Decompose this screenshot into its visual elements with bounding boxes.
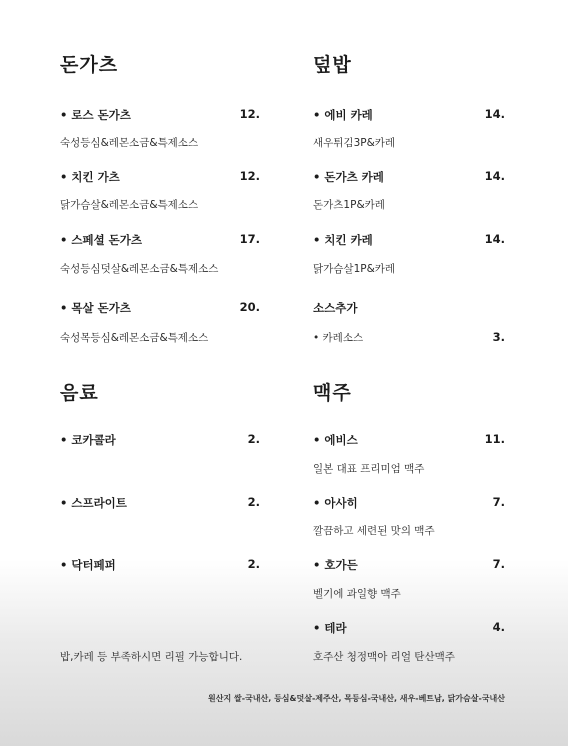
menu-item-price: 17. bbox=[239, 232, 260, 246]
menu-item-desc: 닭가슴살1P&카레 bbox=[313, 263, 396, 275]
menu-item-name: • 로스 돈가츠 bbox=[60, 108, 131, 122]
menu-item-price: 7. bbox=[492, 557, 505, 571]
refill-note: 밥,카레 등 부족하시면 리필 가능합니다. bbox=[60, 651, 243, 663]
section-title-beer: 맥주 bbox=[313, 382, 352, 404]
menu-item-desc: 숙성등심덧살&레몬소금&특제소스 bbox=[60, 263, 219, 275]
menu-item-desc: 숙성등심&레몬소금&특제소스 bbox=[60, 137, 199, 149]
menu-item-desc: 숙성목등심&레몬소금&특제소스 bbox=[60, 332, 209, 344]
menu-item-name: • 돈가츠 카레 bbox=[313, 170, 384, 184]
menu-item-name: • 호가든 bbox=[313, 558, 358, 572]
menu-item-price: 12. bbox=[239, 169, 260, 183]
menu-item-desc: 새우튀김3P&카레 bbox=[313, 137, 396, 149]
menu-item-price: 3. bbox=[492, 330, 505, 344]
menu-item-desc: 호주산 청정맥아 리얼 탄산맥주 bbox=[313, 651, 455, 663]
menu-item-name: • 치킨 가츠 bbox=[60, 170, 120, 184]
menu-item-name: • 테라 bbox=[313, 621, 347, 635]
section-title-sauce: 소스추가 bbox=[313, 301, 358, 315]
menu-item-price: 14. bbox=[484, 107, 505, 121]
menu-item-name: • 닥터페퍼 bbox=[60, 558, 116, 572]
menu-item-price: 2. bbox=[247, 432, 260, 446]
menu-item-name: • 에비스 bbox=[313, 433, 358, 447]
menu-item-desc: 돈가츠1P&카레 bbox=[313, 199, 385, 211]
menu-item-name: • 에비 카레 bbox=[313, 108, 373, 122]
menu-item-name: • 아사히 bbox=[313, 496, 358, 510]
menu-item-price: 2. bbox=[247, 495, 260, 509]
menu-item-price: 2. bbox=[247, 557, 260, 571]
menu-item-desc: 벨기에 과일향 맥주 bbox=[313, 588, 401, 600]
menu-item-desc: 닭가슴살&레몬소금&특제소스 bbox=[60, 199, 199, 211]
menu-item-desc: 깔끔하고 세련된 맛의 맥주 bbox=[313, 525, 435, 537]
menu-item-name: • 스페셜 돈가츠 bbox=[60, 233, 143, 247]
menu-item-name: • 목살 돈가츠 bbox=[60, 301, 131, 315]
section-title-tonkatsu: 돈가츠 bbox=[60, 54, 119, 76]
section-title-donburi: 덮밥 bbox=[313, 54, 352, 76]
menu-item-name: • 카레소스 bbox=[313, 332, 364, 344]
menu-item-price: 7. bbox=[492, 495, 505, 509]
menu-item-name: • 스프라이트 bbox=[60, 496, 127, 510]
menu-item-name: • 코카콜라 bbox=[60, 433, 116, 447]
menu-item-desc: 일본 대표 프리미엄 맥주 bbox=[313, 463, 425, 475]
origin-note: 원산지 쌀-국내산, 등심&덧살-제주산, 목등심-국내산, 새우-베트남, 닭가슴살-국내산 bbox=[208, 694, 505, 703]
menu-item-price: 14. bbox=[484, 169, 505, 183]
menu-item-name: • 치킨 카레 bbox=[313, 233, 373, 247]
menu-item-price: 11. bbox=[484, 432, 505, 446]
menu-item-price: 14. bbox=[484, 232, 505, 246]
section-title-drinks: 음료 bbox=[60, 382, 99, 404]
menu-item-price: 4. bbox=[492, 620, 505, 634]
menu-item-price: 20. bbox=[239, 300, 260, 314]
menu-item-price: 12. bbox=[239, 107, 260, 121]
